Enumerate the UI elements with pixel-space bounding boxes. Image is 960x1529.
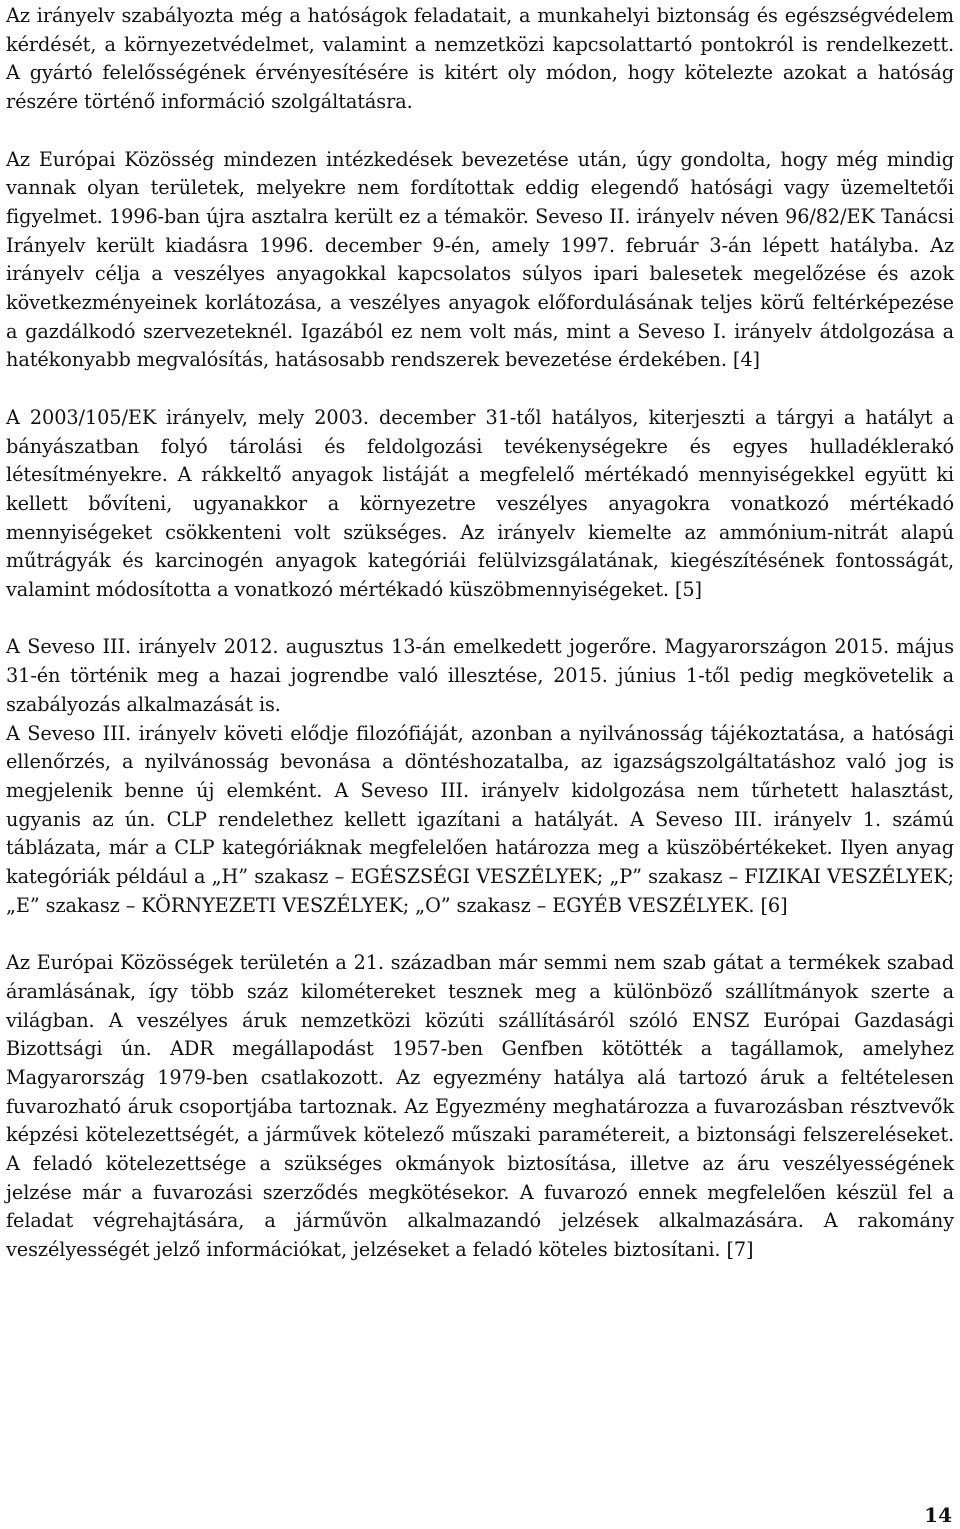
- paragraph-seveso-iii-philosophy: A Seveso III. irányelv követi elődje filozófiáját, azonban a nyilvánosság tájékoztatása, a hatósági ellenőrzés, a nyilvánosság bevonása a döntéshozatalba, az igazságszolgáltatáshoz való jog is megjelenik benne új elemként. A Seveso III. irányelv kidolgozása nem tűrhetett halasztást, ugyanis az ún. CLP rendelethez kellett igazítani a hatályát. A Seveso III. irányelv 1. számú táblázata, már a CLP kategóriáknak megfelelően határozza meg a küszöbértékeket. Ilyen anyag kategóriák például a „H” szakasz – EGÉSZSÉGI VESZÉLYEK; „P” szakasz – FIZIKAI VESZÉLYEK; „E” szakasz – KÖRNYEZETI VESZÉLYEK; „O” szakasz – EGYÉB VESZÉLYEK. [6]: [6, 721, 954, 917]
- paragraph-adr-transport: Az Európai Közösségek területén a 21. században már semmi nem szab gátat a termékek szabad áramlásának, így több száz kilométereket tesznek meg a különböző szállítmányok szerte a világban. A veszélyes áruk nemzetközi közúti szállításáról szóló ENSZ Európai Gazdasági Bizottsági ún. ADR megállapodást 1957-ben Genfben kötötték a tagállamok, amelyhez Magyarország 1979-ben csatlakozott. Az egyezmény hatálya alá tartozó áruk a feltételesen fuvarozható áruk csoportjába tartoznak. Az Egyezmény meghatározza a fuvarozásban résztvevők képzési kötelezettségét, a járművek kötelező műszaki paramétereit, a biztonsági felszereléseket. A feladó kötelezettsége a szükséges okmányok biztosítása, illetve az áru veszélyességének jelzése már a fuvarozási szerződés megkötésekor. A fuvarozó ennek megfelelően készül fel a feladat végrehajtására, a járművön alkalmazandó jelzések alkalmazására. A rakomány veszélyességét jelző információkat, jelzéseket a feladó köteles biztosítani. [7]: [6, 951, 954, 1262]
- paragraph-seveso-ii: Az Európai Közösség mindezen intézkedések bevezetése után, úgy gondolta, hogy még mindig vannak olyan területek, melyekre nem fordítottak eddig elegendő hatósági vagy üzemeltetői figyelmet. 1996-ban újra asztalra került ez a témakör. Seveso II. irányelv néven 96/82/EK Tanácsi Irányelv került kiadásra 1996. december 9-én, amely 1997. február 3-án lépett hatályba. Az irányelv célja a veszélyes anyagokkal kapcsolatos súlyos ipari balesetek megelőzése és azok következményeinek korlátozása, a veszélyes anyagok előfordulásának teljes körű feltérképezése a gazdálkodó szervezeteknél. Igazából ez nem volt más, mint a Seveso I. irányelv átdolgozása a hatékonyabb megvalósítás, hatásosabb rendszerek bevezetése érdekében. [4]: [6, 147, 954, 372]
- paragraph-2003-105-ek: A 2003/105/EK irányelv, mely 2003. december 31-től hatályos, kiterjeszti a tárgyi a hatályt a bányászatban folyó tárolási és feldolgozási tevékenységekre és egyes hulladéklerakó létesítményekre. A rákkeltő anyagok listáját a megfelelő mértékadó mennyiségekkel együtt ki kellett bővíteni, ugyanakkor a környezetre veszélyes anyagokra vonatkozó mértékadó mennyiségeket csökkenteni volt szükséges. Az irányelv kiemelte az ammónium-nitrát alapú műtrágyák és karcinogén anyagok kategóriái felülvizsgálatának, kiegészítésének fontosságát, valamint módosította a vonatkozó mértékadó küszöbmennyiségeket. [5]: [6, 405, 954, 602]
- paragraph-seveso-iii-enforcement: A Seveso III. irányelv 2012. augusztus 13-án emelkedett jogerőre. Magyarországon 2015. május 31-én történik meg a hazai jogrendbe való illesztése, 2015. június 1-től pedig megkövetelik a szabályozás alkalmazását is.: [6, 635, 954, 716]
- document-page: [6, 2, 954, 1265]
- paragraph-directive-authorities: Az irányelv szabályozta még a hatóságok feladatait, a munkahelyi biztonság és egészségvédelem kérdését, a környezetvédelmet, valamint a nemzetközi kapcsolattartó pontokról is rendelkezett. A gyártó felelősségének érvényesítésére is kitért oly módon, hogy kötelezte azokat a hatóság részére történő információ szolgáltatásra.: [6, 4, 954, 114]
- page-number: 14: [924, 1503, 952, 1527]
